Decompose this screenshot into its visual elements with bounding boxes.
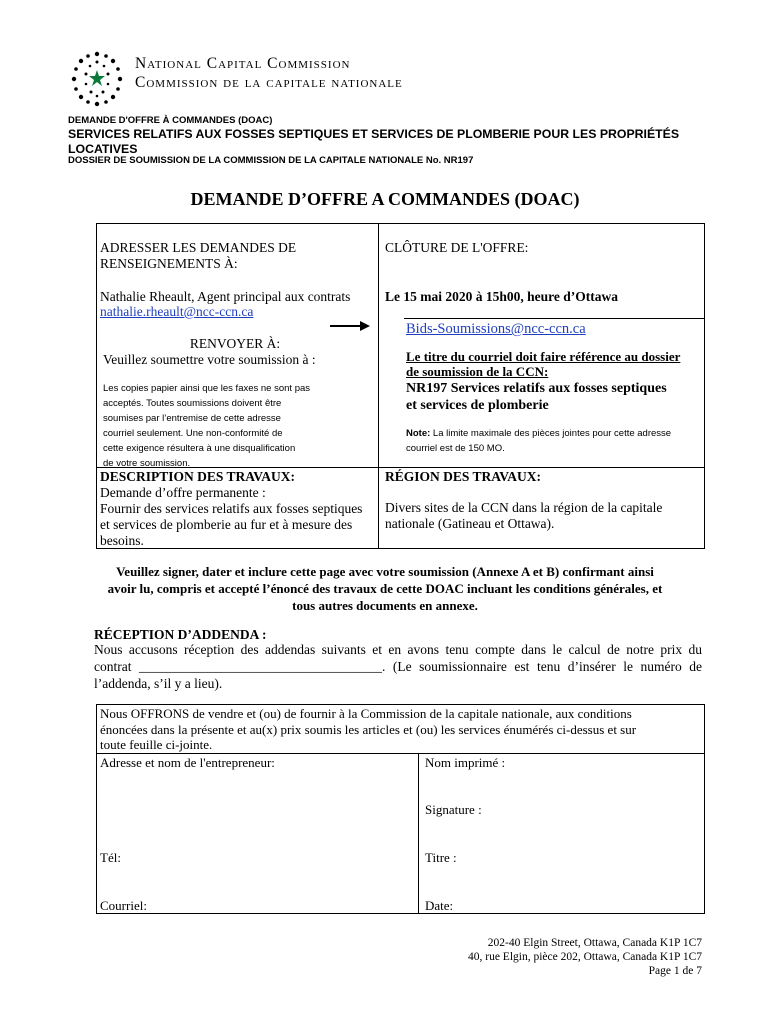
offer-border-left [96, 704, 97, 914]
return-instruction: Veuillez soumettre votre soumission à : [103, 352, 316, 367]
region-description: Divers sites de la CCN dans la région de la capitale nationale (Gatineau et Ottawa). [385, 500, 663, 531]
org-name-fr: Commission de la capitale nationale [135, 74, 403, 91]
table-border-left [96, 223, 97, 549]
addenda-line-1: Nous accusons réception des addendas suivants et en avons tenu compte dans le calcul de notre prix du [94, 642, 702, 657]
sign-notice: Veuillez signer, dater et inclure cette page avec votre soumission (Annexe A et B) confirmant ainsi avoir lu, compris et accepté l’énoncé des travaux de cette DOAC incluant les conditions générales, et tous autres documents en annexe. [107, 564, 663, 613]
doc-title: SERVICES RELATIFS AUX FOSSES SEPTIQUES ET SERVICES DE PLOMBERIE POUR LES PROPRIÉTÉS LOCATIVES [68, 127, 680, 156]
email-subject: NR197 Services relatifs aux fosses septiques et services de plomberie [406, 381, 667, 413]
doc-type: DEMANDE D'OFFRE À COMMANDES (DOAC) [68, 115, 273, 126]
table-divider-vertical [378, 223, 379, 549]
work-label: DESCRIPTION DES TRAVAUX: [100, 469, 296, 484]
footer-address: 202-40 Elgin Street, Ottawa, Canada K1P 1C7 40, rue Elgin, pièce 202, Ottawa, Canada K1P 1C7 Page 1 de 7 [468, 937, 702, 977]
arrow-right-icon [330, 320, 370, 332]
signature-label: Signature : [425, 802, 482, 817]
contact-name: Nathalie Rheault, Agent principal aux contrats [100, 289, 351, 304]
date-label: Date: [425, 898, 454, 913]
offer-statement: Nous OFFRONS de vendre et (ou) de fournir à la Commission de la capitale nationale, aux conditions énoncées dans la présente et au(x) prix soumis les articles et (ou) les services énumérés ci-dessus et sur toute feuille ci-jointe. [100, 706, 637, 752]
work-description: Demande d’offre permanente : Fournir des services relatifs aux fosses septiques et services de plomberie au fur et à mesure des besoins. [100, 485, 363, 548]
offer-divider-vertical [418, 753, 419, 914]
offer-border-right [704, 704, 705, 914]
table-border-right [704, 223, 705, 549]
region-label: RÉGION DES TRAVAUX: [385, 469, 542, 484]
attachment-size-note: Note: La limite maximale des pièces jointes pour cette adresse courriel est de 150 MO. [406, 428, 672, 454]
contractor-address-label: Adresse et nom de l'entrepreneur: [100, 755, 275, 770]
return-label: RENVOYER À: [189, 336, 281, 351]
printed-name-label: Nom imprimé : [425, 755, 506, 770]
return-note: Les copies papier ainsi que les faxes ne sont pas acceptés. Toutes soumissions doivent être soumises par l’entremise de cette adresse courriel seulement. Une non-conformité de cette exigence résultera à une disqualification de votre soumission. [103, 383, 311, 469]
page-title: DEMANDE D’OFFRE A COMMANDES (DOAC) [190, 189, 580, 209]
closing-label: CLÔTURE DE L'OFFRE: [385, 240, 529, 255]
tel-label: Tél: [100, 850, 121, 865]
bids-email-link[interactable]: Bids-Soumissions@ncc-ccn.ca [406, 321, 586, 337]
closing-date: Le 15 mai 2020 à 15h00, heure d’Ottawa [385, 289, 618, 304]
org-name-en: National Capital Commission [135, 55, 351, 72]
offer-border-top [96, 704, 705, 705]
addenda-line-2: contrat ____________________________________. (Le soumissionnaire est tenu d’insérer le numéro de [94, 659, 702, 674]
dossier-number: DOSSIER DE SOUMISSION DE LA COMMISSION DE LA CAPITALE NATIONALE No. NR197 [68, 155, 474, 166]
addenda-label: RÉCEPTION D’ADDENDA : [94, 627, 267, 642]
table-line-email [404, 318, 705, 319]
addenda-line-3: l’addenda, s’il y a lieu). [94, 676, 223, 691]
ncc-logo-icon [66, 48, 128, 110]
page-number: Page 1 de 7 [648, 965, 702, 977]
offer-border-bottom [96, 913, 705, 914]
contact-email-link[interactable]: nathalie.rheault@ncc-ccn.ca [100, 304, 254, 319]
title-label: Titre : [425, 850, 457, 865]
subject-note: Le titre du courriel doit faire référence au dossier de soumission de la CCN: [406, 349, 681, 379]
table-border-top [96, 223, 705, 224]
contact-label: ADRESSER LES DEMANDES DE RENSEIGNEMENTS À: [100, 240, 297, 271]
email-label: Courriel: [100, 898, 147, 913]
